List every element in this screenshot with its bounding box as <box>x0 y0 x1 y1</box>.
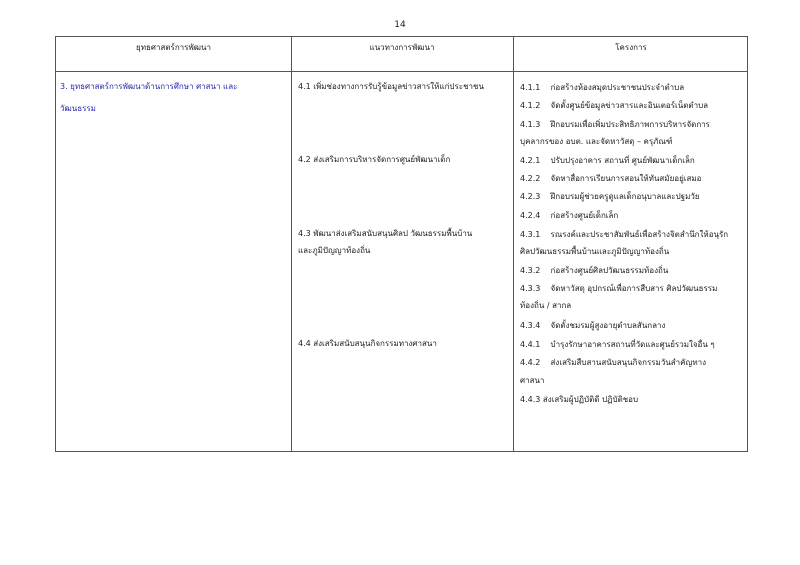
guideline-4-3 <box>298 228 472 256</box>
project-item-continued: ศาสนา <box>520 376 545 385</box>
project-item: 4.1.1 ก่อสร้างห้องสมุดประชาชนประจำตำบล <box>520 83 685 92</box>
projects-column <box>520 37 746 451</box>
project-item: 4.3.3 จัดหาวัสดุ อุปกรณ์เพื่อการสืบสาร ศิลปวัฒนธรรม <box>520 284 718 293</box>
project-item: 4.3.1 รณรงค์และประชาสัมพันธ์เพื่อสร้างจิตสำนึกให้อนุรัก <box>520 230 729 239</box>
project-item: 4.3.4 จัดตั้งชมรมผู้สูงอายุตำบลสันกลาง <box>520 321 666 330</box>
project-item: 4.4.2 ส่งเสริมสืบสานสนับสนุนกิจกรรมวันสำคัญทาง <box>520 358 706 367</box>
guideline-4-4: 4.4 ส่งเสริมสนับสนุนกิจกรรมทางศาสนา <box>298 339 437 348</box>
project-item-continued: ศิลปวัฒนธรรมพื้นบ้านและภูมิปัญญาท้องถิ่น <box>520 247 670 256</box>
header-projects: โครงการ <box>615 43 647 52</box>
guideline-line: 4.3 พัฒนาส่งเสริมสนับสนุนศิลป วัฒนธรรมพื้นบ้าน <box>298 229 473 238</box>
column-divider <box>513 37 514 451</box>
project-item: 4.1.3 ฝึกอบรมเพื่อเพิ่มประสิทธิภาพการบริหารจัดการ <box>520 120 710 129</box>
header-guideline: แนวทางการพัฒนา <box>369 43 435 52</box>
header-strategy: ยุทธศาสตร์การพัฒนา <box>136 43 211 52</box>
project-item-continued: ท้องถิ่น / สากล <box>520 301 572 310</box>
project-item-continued: บุคลากรของ อบต. และจัดหาวัสดุ – ครุภัณฑ์ <box>520 137 673 146</box>
strategy-title <box>60 81 237 114</box>
project-item: 4.2.1 ปรับปรุงอาคาร สถานที่ ศูนย์พัฒนาเด็กเล็ก <box>520 156 695 165</box>
strategy-line: วัฒนธรรม <box>60 104 96 113</box>
project-item: 4.2.4 ก่อสร้างศูนย์เด็กเล็ก <box>520 211 619 220</box>
project-item: 4.4.3 ส่งเสริมผู้ปฏิบัติดี ปฏิบัติชอบ <box>520 395 639 404</box>
project-item: 4.4.1 บำรุงรักษาอาคารสถานที่วัดและศูนย์รวมใจอื่น ๆ <box>520 340 715 349</box>
guideline-line: และภูมิปัญญาท้องถิ่น <box>298 246 371 255</box>
guideline-4-1: 4.1 เพิ่มช่องทางการรับรู้ข้อมูลข่าวสารให้แก่ประชาชน <box>298 82 484 91</box>
guideline-4-2: 4.2 ส่งเสริมการบริหารจัดการศูนย์พัฒนาเด็ก <box>298 155 451 164</box>
project-item: 4.3.2 ก่อสร้างศูนย์ศิลปวัฒนธรรมท้องถิ่น <box>520 266 669 275</box>
project-item: 4.2.2 จัดหาสื่อการเรียนการสอนให้ทันสมัยอยู่เสมอ <box>520 174 702 183</box>
project-item: 4.2.3 ฝึกอบรมผู้ช่วยครูดูแลเด็กอนุบาลและปฐมวัย <box>520 192 700 201</box>
strategy-table <box>55 36 748 452</box>
page-number: 14 <box>394 20 406 30</box>
strategy-line: 3. ยุทธศาสตร์การพัฒนาด้านการศึกษา ศาสนา และ <box>60 82 238 91</box>
project-item: 4.1.2 จัดตั้งศูนย์ข้อมูลข่าวสารและอินเตอร์เน็ตตำบล <box>520 101 709 110</box>
column-divider <box>291 37 292 451</box>
